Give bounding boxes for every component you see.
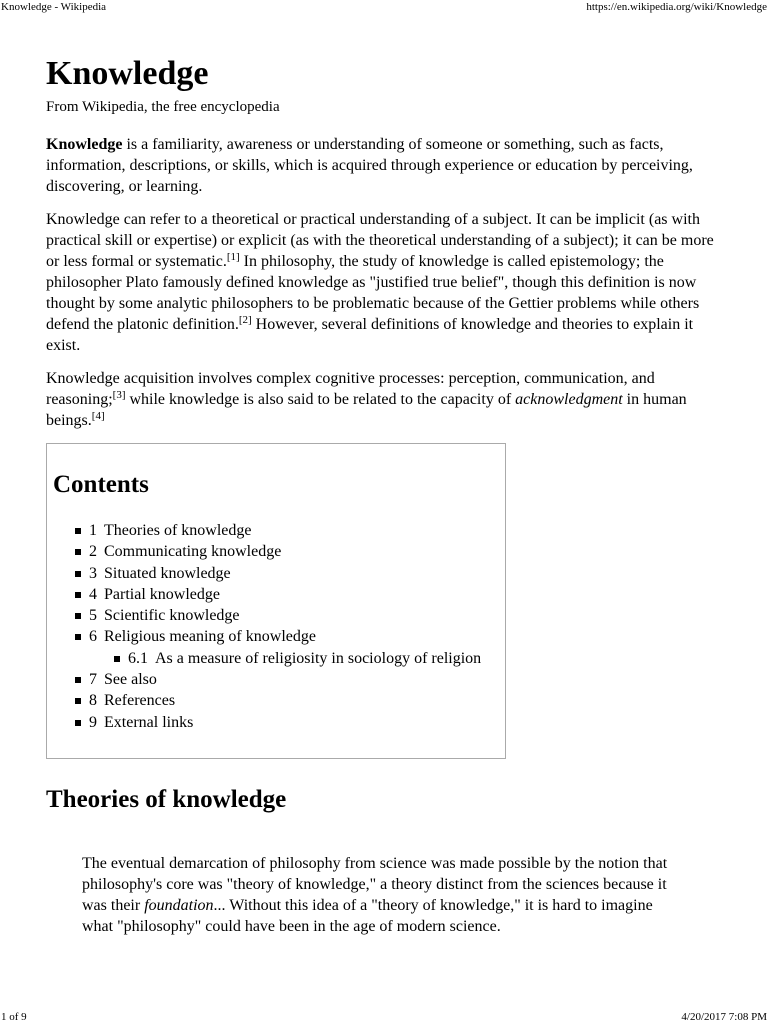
toc-item-communicating[interactable]: 2 Communicating knowledge <box>53 541 505 562</box>
page-number: 1 of 9 <box>1 1011 27 1023</box>
bullet-icon <box>114 656 120 662</box>
toc-item-theories[interactable]: 1 Theories of knowledge <box>53 520 505 541</box>
toc-item-religious[interactable]: 6 Religious meaning of knowledge <box>53 626 505 647</box>
toc-list <box>53 520 505 733</box>
intro-term: Knowledge <box>46 136 123 153</box>
intro-paragraph-1: Knowledge is a familiarity, awareness or understanding of someone or something, such as facts, information, descriptions, or skills, which is acquired through experience or education by perceiving, discovering, or learning. <box>46 136 693 195</box>
citation-link-1[interactable]: [1] <box>226 251 240 263</box>
intro-paragraph-3: Knowledge acquisition involves complex cognitive processes: perception, communication, and reasoning;[3] while knowledge is also said to be related to the capacity of acknowledgment in human beings.[4] <box>46 370 687 429</box>
toc-item-situated[interactable]: 3 Situated knowledge <box>53 563 505 584</box>
bullet-icon <box>75 549 81 555</box>
section-heading-theories: Theories of knowledge <box>46 786 287 813</box>
bullet-icon <box>75 528 81 534</box>
toc-item-scientific[interactable]: 5 Scientific knowledge <box>53 605 505 626</box>
citation-link-4[interactable]: [4] <box>91 410 105 422</box>
toc-item-external-links[interactable]: 9 External links <box>53 712 505 733</box>
bullet-icon <box>75 634 81 640</box>
intro-paragraph-2: Knowledge can refer to a theoretical or practical understanding of a subject. It can be implicit (as with practical skill or expertise) or explicit (as with the theoretical understanding of a subject); it can be more or less formal or systematic.[1] In philosophy, the study of knowledge is called epistemology; the philosopher Plato famously defined knowledge as "justified true belief", though this definition is now thought by some analytic philosophers to be problematic because of the Gettier problems while others defend the platonic definition.[2] However, several definitions of knowledge and theories to explain it exist. <box>46 211 714 354</box>
site-tagline: From Wikipedia, the free encyclopedia <box>46 99 280 115</box>
bullet-icon <box>75 571 81 577</box>
print-datetime: 4/20/2017 7:08 PM <box>681 1011 767 1023</box>
toc-item-see-also[interactable]: 7 See also <box>53 669 505 690</box>
bullet-icon <box>75 698 81 704</box>
bullet-icon <box>75 592 81 598</box>
citation-link-3[interactable]: [3] <box>112 389 126 401</box>
table-of-contents <box>46 443 506 759</box>
print-header <box>0 0 768 14</box>
print-header-url[interactable]: https://en.wikipedia.org/wiki/Knowledge <box>586 1 767 13</box>
toc-item-religiosity-measure[interactable]: 6.1 As a measure of religiosity in sociology of religion <box>53 648 505 669</box>
citation-link-2[interactable]: [2] <box>238 314 252 326</box>
quote-emphasis: foundation <box>144 897 214 914</box>
theories-quote: The eventual demarcation of philosophy from science was made possible by the notion that philosophy's core was "theory of knowledge," a theory distinct from the sciences because it was their foundation... Without this idea of a "theory of knowledge," it is hard to imagine what "philosophy" could have been in the age of modern science. <box>82 855 668 935</box>
acknowledgment-link[interactable]: acknowledgment <box>515 391 623 408</box>
bullet-icon <box>75 720 81 726</box>
print-header-title: Knowledge - Wikipedia <box>1 1 107 13</box>
bullet-icon <box>75 677 81 683</box>
article-content <box>46 52 718 937</box>
toc-item-partial[interactable]: 4 Partial knowledge <box>53 584 505 605</box>
toc-item-references[interactable]: 8 References <box>53 690 505 711</box>
page-title: Knowledge <box>46 55 209 92</box>
print-footer <box>0 1010 768 1024</box>
bullet-icon <box>75 613 81 619</box>
toc-title: Contents <box>53 471 149 498</box>
